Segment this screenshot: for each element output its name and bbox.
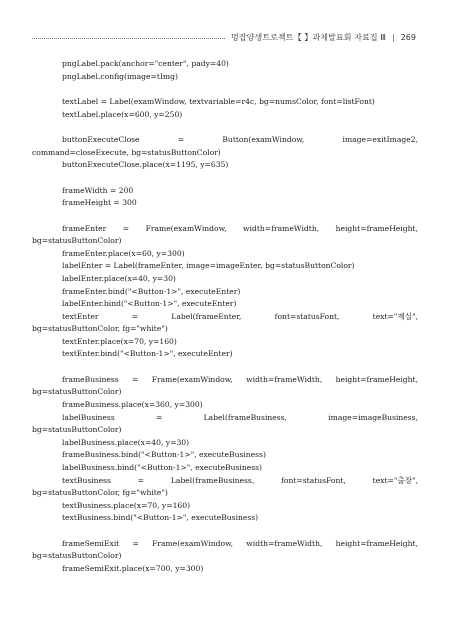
code-line: pngLabel.pack(anchor="center", pady=40) <box>62 59 229 68</box>
block-spacer <box>32 361 418 374</box>
code-line: frameEnter.bind("<Button-1>", executeEnter) <box>62 286 241 296</box>
code-line: labelEnter.bind("<Button-1>", executeEnter) <box>62 299 237 309</box>
header-dotted-rule <box>32 38 225 39</box>
header-separator: | <box>392 32 395 42</box>
block-spacer <box>32 172 418 185</box>
code-line: textLabel = Label(examWindow, textvariable=r4c, bg=numsColor, font=listFont) <box>62 96 375 106</box>
block-spacer <box>32 525 418 538</box>
code-line: frameSemiExit = Frame(examWindow, width=frameWidth, height=frameHeight, <box>62 538 418 548</box>
code-listing <box>32 58 418 576</box>
code-line: bg=statusButtonColor) <box>32 425 122 435</box>
code-line: labelBusiness = Label(frameBusiness, image=imageBusiness, <box>62 412 418 422</box>
code-line: frameWidth = 200 <box>62 185 134 195</box>
code-line: bg=statusButtonColor, fg="white") <box>32 324 168 334</box>
code-line: pngLabel.config(image=tImg) <box>62 71 178 81</box>
code-line: frameBusiness.bind("<Button-1>", executeBusiness) <box>62 450 266 460</box>
code-line: bg=statusButtonColor) <box>32 551 122 561</box>
code-line: bg=statusButtonColor, fg="white") <box>32 488 168 498</box>
code-line: frameEnter.place(x=60, y=300) <box>62 248 185 258</box>
block-spacer <box>32 83 418 96</box>
code-line: frameBusiness.place(x=360, y=300) <box>62 400 203 410</box>
block-spacer <box>32 210 418 223</box>
code-line: buttonExecuteClose = Button(examWindow, image=exitImage2, <box>62 134 418 144</box>
code-line: command=closeExecute, bg=statusButtonColor) <box>32 147 221 157</box>
code-line: textBusiness = Label(frameBusiness, font=statusFont, text="출장", <box>62 475 418 485</box>
page-number: 269 <box>400 32 416 42</box>
code-line: textBusiness.bind("<Button-1>", executeBusiness) <box>62 513 259 523</box>
code-line: labelEnter = Label(frameEnter, image=imageEnter, bg=statusButtonColor) <box>62 261 355 271</box>
code-line: textEnter = Label(frameEnter, font=statusFont, text="재실", <box>62 311 418 321</box>
running-header <box>32 30 416 44</box>
header-title: 멍잡양생트로젝트【 】과제발표회 자료집 Ⅲ <box>231 32 387 42</box>
code-line: textBusiness.place(x=70, y=160) <box>62 500 191 510</box>
code-line: textLabel.place(x=600, y=250) <box>62 109 183 119</box>
code-line: frameHeight = 300 <box>62 198 137 208</box>
code-line: textEnter.place(x=70, y=160) <box>62 336 177 346</box>
code-line: frameBusiness = Frame(examWindow, width=frameWidth, height=frameHeight, <box>62 374 418 384</box>
code-line: bg=statusButtonColor) <box>32 387 122 397</box>
code-line: frameSemiExit.place(x=700, y=300) <box>62 563 204 573</box>
code-line: buttonExecuteClose.place(x=1195, y=635) <box>62 160 229 170</box>
code-line: labelBusiness.place(x=40, y=30) <box>62 437 190 447</box>
code-line: textEnter.bind("<Button-1>", executeEnter) <box>62 349 233 359</box>
code-line: labelBusiness.bind("<Button-1>", executeBusiness) <box>62 463 263 473</box>
code-line: bg=statusButtonColor) <box>32 236 122 246</box>
code-line: frameEnter = Frame(examWindow, width=frameWidth, height=frameHeight, <box>62 223 418 233</box>
code-line: labelEnter.place(x=40, y=30) <box>62 273 176 283</box>
block-spacer <box>32 121 418 134</box>
